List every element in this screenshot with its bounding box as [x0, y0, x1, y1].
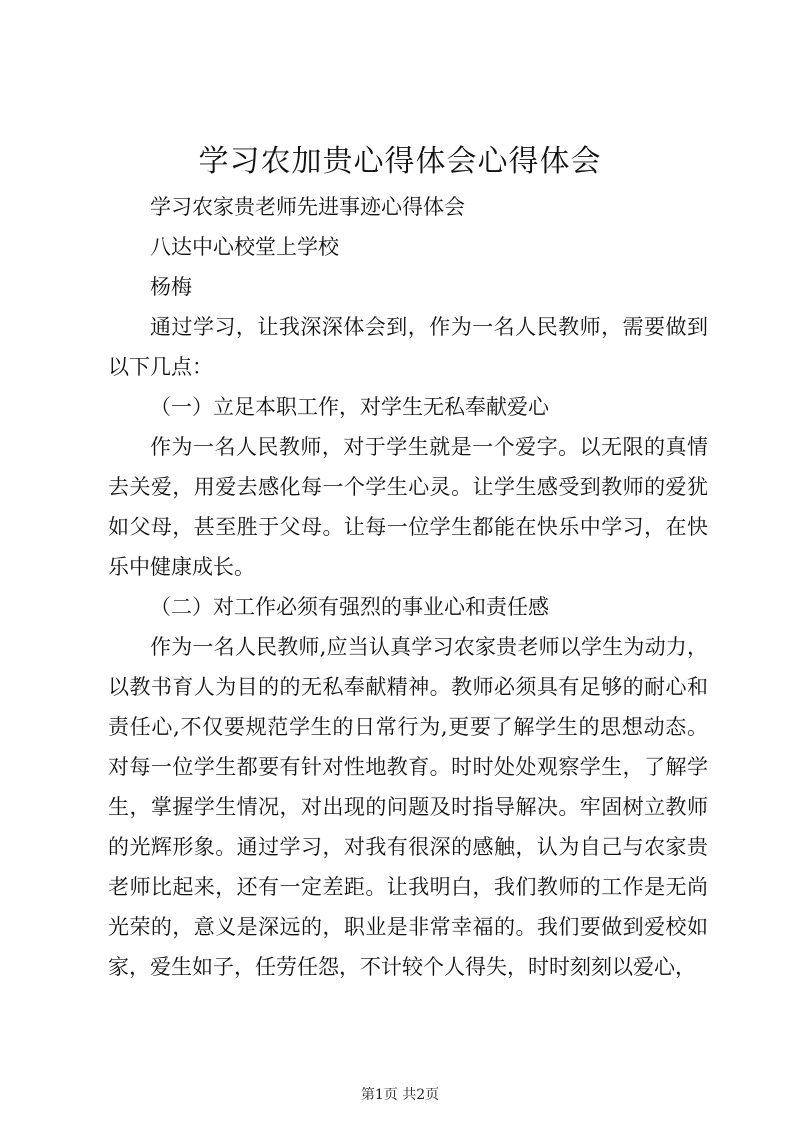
body-paragraph-2: 作为一名人民教师,应当认真学习农家贵老师以学生为动力，以教书育人为目的的无私奉献精神。教师必须具有足够的耐心和责任心,不仅要规范学生的日常行为,更要了解学生的思想动态。对每一位学生都要有针对性地教育。时时处处观察学生，了解学生，掌握学生情况，对出现的问题及时指导解决。牢固树立教师的光辉形象。通过学习，对我有很深的感触，认为自己与农家贵老师比起来，还有一定差距。让我明白，我们教师的工作是无尚光荣的，意义是深远的，职业是非常幸福的。我们要做到爱校如家，爱生如子，任劳任怨，不计较个人得失，时时刻刻以爱心，	[108, 635, 708, 979]
subtitle-line: 学习农家贵老师先进事迹心得体会	[150, 195, 465, 219]
intro-paragraph: 通过学习，让我深深体会到，作为一名人民教师，需要做到以下几点：	[108, 315, 708, 379]
section-heading-2: （二）对工作必须有强烈的事业心和责任感	[150, 595, 549, 619]
page-footer: 第1页 共2页	[360, 1087, 440, 1103]
body-paragraph-1: 作为一名人民教师，对于学生就是一个爱字。以无限的真情去关爱，用爱去感化每一个学生心灵。让学生感受到教师的爱犹如父母，甚至胜于父母。让每一位学生都能在快乐中学习，在快乐中健康成长。	[108, 435, 708, 579]
author-line: 杨梅	[150, 275, 192, 299]
document-body	[108, 187, 708, 987]
school-line: 八达中心校堂上学校	[150, 235, 339, 259]
section-heading-1: （一）立足本职工作，对学生无私奉献爱心	[150, 395, 549, 419]
document-title: 学习农加贵心得体会心得体会	[198, 144, 602, 179]
